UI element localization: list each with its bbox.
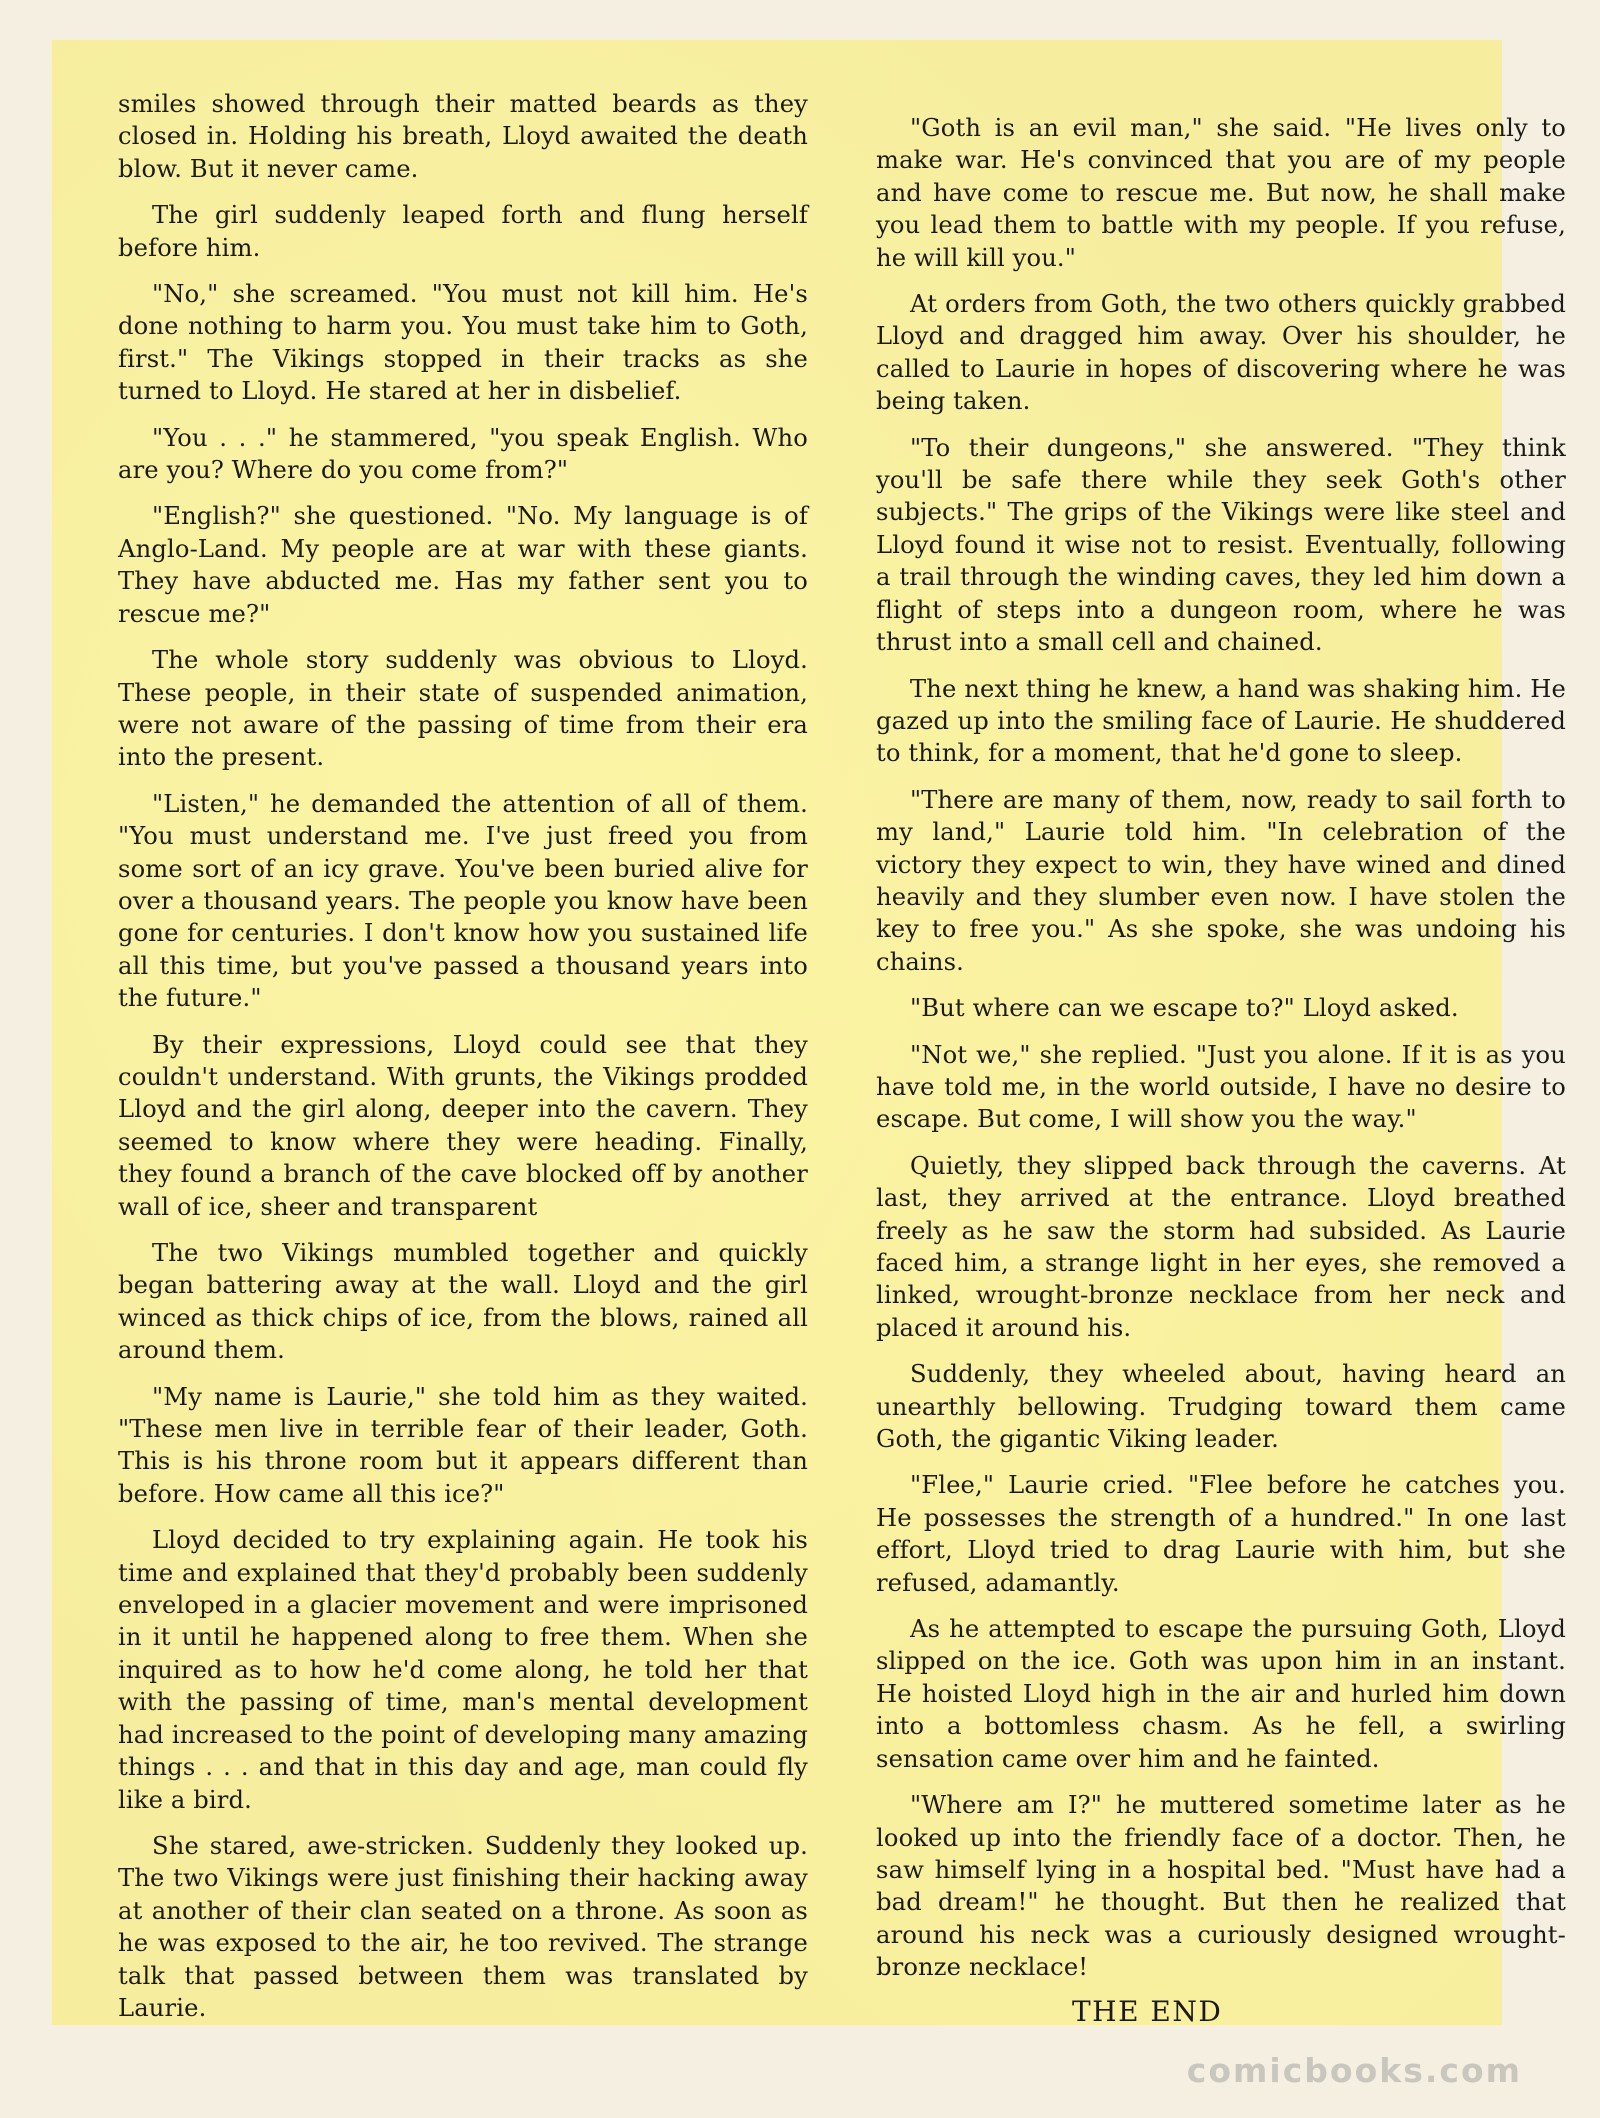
paragraph: "Goth is an evil man," she said. "He lives only to make war. He's convinced that you are of my people and have come to rescue me. But now, he shall make you lead them to battle with my people. If you refuse, he will kill you."	[876, 114, 1566, 272]
paragraph: "Listen," he demanded the attention of all of them. "You must understand me. I've just freed you from some sort of an icy grave. You've been buried alive for over a thousand years. The people you know have been gone for centuries. I don't know how you sustained life all this time, but you've passed a thousand years into the future."	[118, 789, 808, 1013]
paragraph: "But where can we escape to?" Lloyd asked.	[910, 994, 1459, 1023]
paragraph: At orders from Goth, the two others quickly grabbed Lloyd and dragged him away. Over his shoulder, he called to Laurie in hopes of discovering where he was being taken.	[876, 290, 1566, 416]
the-end-label: THE END	[1072, 1995, 1223, 2028]
paragraph: As he attempted to escape the pursuing Goth, Lloyd slipped on the ice. Goth was upon him in an instant. He hoisted Lloyd high in the air and hurled him down into a bottomless chasm. As he fell, a swirling sensation came over him and he fainted.	[876, 1615, 1566, 1773]
paragraph: "There are many of them, now, ready to sail forth to my land," Laurie told him. "In celebration of the victory they expect to win, they have wined and dined heavily and they slumber even now. I have stolen the key to free you." As she spoke, she was undoing his chains.	[876, 785, 1566, 976]
site-watermark: comicbooks.com	[1186, 2051, 1522, 2090]
paragraph: "Not we," she replied. "Just you alone. If it is as you have told me, in the world outside, I have no desire to escape. But come, I will show you the way."	[876, 1040, 1566, 1134]
paragraph: "Flee," Laurie cried. "Flee before he catches you. He possesses the strength of a hundred." In one last effort, Lloyd tried to drag Laurie with him, but she refused, adamantly.	[876, 1471, 1566, 1597]
story-text-panel	[52, 40, 1566, 2025]
paragraph: Lloyd decided to try explaining again. He took his time and explained that they'd probably been suddenly enveloped in a glacier movement and were imprisoned in it until he happened along to free them. When she inquired as to how he'd come along, he told her that with the passing of time, man's mental development had increased to the point of developing many amazing things . . . and that in this day and age, man could fly like a bird.	[118, 1526, 808, 1814]
right-text-column	[876, 112, 1566, 1998]
paragraph: "To their dungeons," she answered. "They think you'll be safe there while they seek Goth's other subjects." The grips of the Vikings were like steel and Lloyd found it wise not to resist. Eventually, following a trail through the winding caves, they led him down a flight of steps into a dungeon room, where he was thrust into a small cell and chained.	[876, 433, 1566, 657]
paragraph: "You . . ." he stammered, "you speak English. Who are you? Where do you come from?"	[118, 423, 808, 485]
paragraph: "My name is Laurie," she told him as they waited. "These men live in terrible fear of their leader, Goth. This is his throne room but it appears different than before. How came all this ice?"	[118, 1382, 808, 1508]
paragraph: "Where am I?" he muttered sometime later as he looked up into the friendly face of a doctor. Then, he saw himself lying in a hospital bed. "Must have had a bad dream!" he thought. But then he realized that around his neck was a curiously designed wrought-bronze necklace!	[876, 1791, 1566, 1982]
paragraph: By their expressions, Lloyd could see that they couldn't understand. With grunts, the Vikings prodded Lloyd and the girl along, deeper into the cavern. They seemed to know where they were heading. Finally, they found a branch of the cave blocked off by another wall of ice, sheer and transparent	[118, 1030, 808, 1221]
paragraph: The whole story suddenly was obvious to Lloyd. These people, in their state of suspended animation, were not aware of the passing of time from their era into the present.	[118, 646, 808, 772]
paragraph: "English?" she questioned. "No. My language is of Anglo-Land. My people are at war with these giants. They have abducted me. Has my father sent you to rescue me?"	[118, 502, 808, 628]
paragraph: "No," she screamed. "You must not kill him. He's done nothing to harm you. You must take him to Goth, first." The Vikings stopped in their tracks as she turned to Lloyd. He stared at her in disbelief.	[118, 280, 808, 406]
paragraph: Quietly, they slipped back through the caverns. At last, they arrived at the entrance. Lloyd breathed freely as he saw the storm had subsided. As Laurie faced him, a strange light in her eyes, she removed a linked, wrought-bronze necklace from her neck and placed it around his.	[876, 1151, 1566, 1342]
paragraph: smiles showed through their matted beards as they closed in. Holding his breath, Lloyd awaited the death blow. But it never came.	[118, 90, 808, 183]
paragraph: The next thing he knew, a hand was shaking him. He gazed up into the smiling face of Laurie. He shuddered to think, for a moment, that he'd gone to sleep.	[876, 674, 1566, 768]
left-text-column	[118, 88, 808, 2038]
paragraph: The girl suddenly leaped forth and flung herself before him.	[118, 201, 808, 262]
paragraph: She stared, awe-stricken. Suddenly they looked up. The two Vikings were just finishing their hacking away at another of their clan seated on a throne. As soon as he was exposed to the air, he too revived. The strange talk that passed between them was translated by Laurie.	[118, 1831, 808, 2022]
paragraph: Suddenly, they wheeled about, having heard an unearthly bellowing. Trudging toward them came Goth, the gigantic Viking leader.	[876, 1360, 1566, 1454]
paragraph: The two Vikings mumbled together and quickly began battering away at the wall. Lloyd and the girl winced as thick chips of ice, from the blows, rained all around them.	[118, 1239, 808, 1365]
